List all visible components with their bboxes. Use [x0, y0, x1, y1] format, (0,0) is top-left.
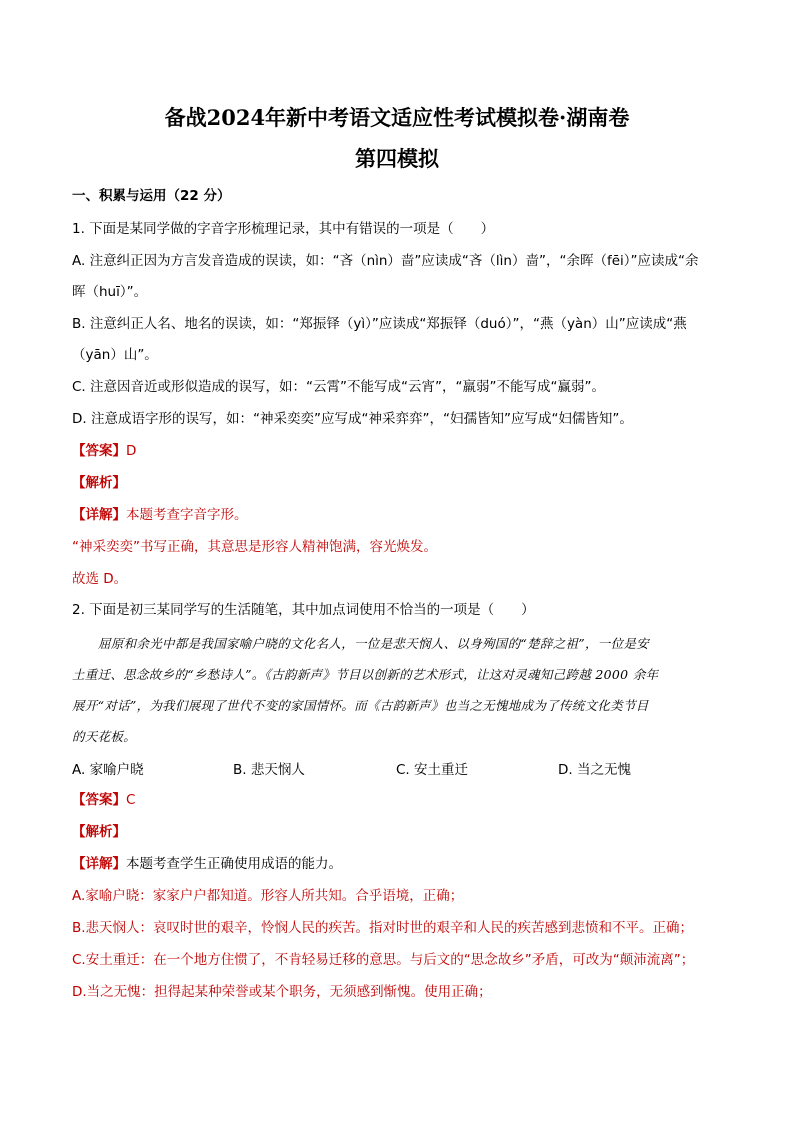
q1-analysis	[72, 473, 726, 493]
q2-explanation-b: B.悲天悯人：哀叹时世的艰辛，怜悯人民的疾苦。指对时世的艰辛和人民的疾苦感到悲愤和不平。正确；	[72, 920, 694, 936]
q1-option-a-line2: 晖（huī）”。	[72, 284, 148, 300]
q1-explanation: “神采奕奕”书写正确，其意思是形容人精神饱满，容光焕发。	[72, 539, 437, 555]
answer-value: D	[126, 443, 137, 459]
answer-tag: 【答案】	[72, 792, 126, 808]
q1-option-d: D. 注意成语字形的误写，如：“神采奕奕”应写成“神采弈弈”，“妇孺皆知”应写成“妇儒皆知”。	[72, 411, 633, 427]
q2-stem: 2. 下面是初三某同学写的生活随笔，其中加点词使用不恰当的一项是（ ）	[72, 602, 535, 618]
document-title: 备战2024年新中考语文适应性考试模拟卷·湖南卷	[164, 105, 630, 130]
q2-option-c: C. 安土重迁	[396, 762, 469, 778]
q1-answer	[72, 441, 726, 461]
q2-passage-line2: 土重迁、思念故乡的“乡愁诗人”。《古韵新声》节目以创新的艺术形式，让这对灵魂知己跨越 2000 余年	[72, 667, 659, 682]
q2-passage-line4: 的天花板。	[72, 729, 137, 744]
q2-detail	[72, 854, 726, 874]
q1-detail	[72, 505, 726, 525]
q2-option-d: D. 当之无愧	[558, 762, 631, 778]
detail-text: 本题考查字音字形。	[126, 507, 248, 523]
q1-option-c: C. 注意因音近或形似造成的误写，如：“云霄”不能写成“云宵”，“羸弱”不能写成“赢弱”。	[72, 379, 605, 395]
q1-option-b-line1: B. 注意纠正人名、地名的误读，如：“郑振铎（yì）”应读成“郑振铎（duó）”，“燕（yàn）山”应读成“燕	[72, 316, 687, 332]
q2-explanation-d: D.当之无愧：担得起某种荣誉或某个职务，无须感到惭愧。使用正确；	[72, 984, 492, 1000]
answer-value: C	[126, 792, 136, 808]
q2-explanation-a: A.家喻户晓：家家户户都知道。形容人所共知。合乎语境，正确；	[72, 888, 464, 904]
q1-option-b-line2: （yān）山”。	[72, 347, 158, 363]
detail-text: 本题考查学生正确使用成语的能力。	[126, 856, 342, 872]
q2-answer	[72, 790, 726, 810]
answer-tag: 【答案】	[72, 443, 126, 459]
detail-tag: 【详解】	[72, 856, 126, 872]
analysis-tag: 【解析】	[72, 824, 126, 840]
q2-analysis	[72, 822, 726, 842]
q2-passage-line1: 屈原和余光中都是我国家喻户晓的文化名人，一位是悲天悯人、以身殉国的“楚辞之祖”，一位是安	[98, 636, 649, 651]
detail-tag: 【详解】	[72, 507, 126, 523]
section-heading: 一、积累与运用（22 分）	[72, 188, 231, 204]
q1-option-a-line1: A. 注意纠正因为方言发音造成的误读，如：“吝（nìn）啬”应读成“吝（lìn）啬”，“余晖（fēi）”应读成“余	[72, 253, 699, 269]
q2-explanation-c: C.安土重迁：在一个地方住惯了，不肯轻易迁移的意思。与后文的“思念故乡”矛盾，可改为“颠沛流离”；	[72, 952, 695, 968]
q2-passage-line3: 展开“对话”，为我们展现了世代不变的家国情怀。而《古韵新声》也当之无愧地成为了传统文化类节目	[72, 698, 649, 713]
q2-option-a: A. 家喻户晓	[72, 762, 144, 778]
q1-conclusion: 故选 D。	[72, 571, 128, 587]
q2-option-b: B. 悲天悯人	[233, 762, 305, 778]
document-subtitle: 第四模拟	[355, 146, 439, 171]
analysis-tag: 【解析】	[72, 475, 126, 491]
q1-stem: 1. 下面是某同学做的字音字形梳理记录，其中有错误的一项是（ ）	[72, 221, 495, 237]
